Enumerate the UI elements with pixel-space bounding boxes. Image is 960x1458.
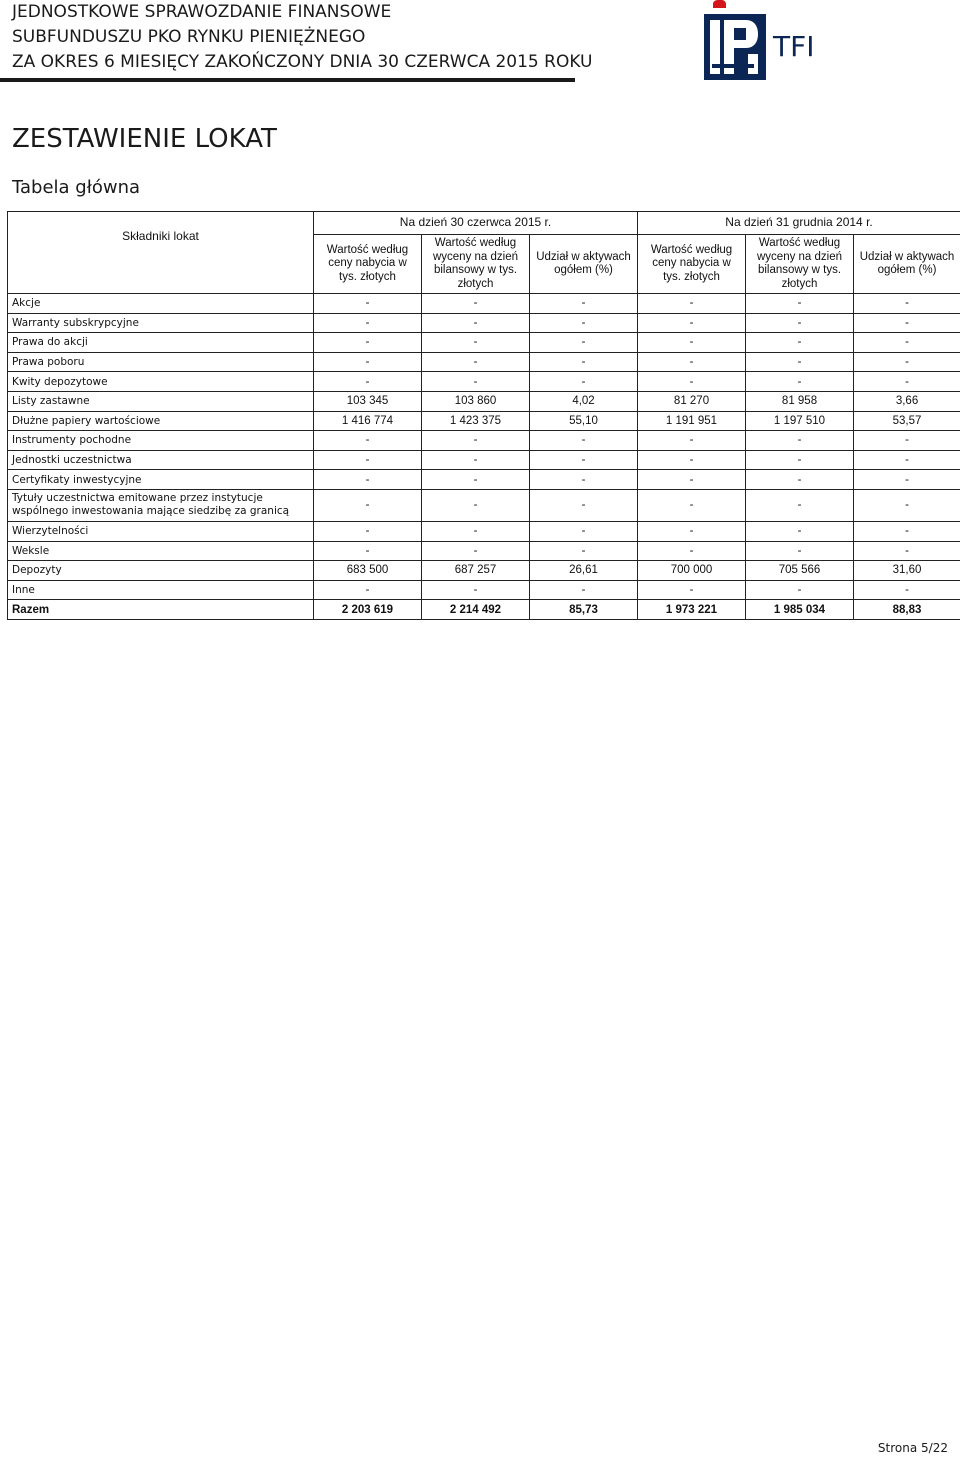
- table-row: [8, 411, 960, 431]
- cell-value: -: [530, 352, 638, 372]
- cell-value: 700 000: [638, 561, 746, 581]
- cell-value: 1 985 034: [746, 600, 854, 620]
- table-row: [8, 580, 960, 600]
- cell-value: 683 500: [314, 561, 422, 581]
- page-number: [878, 1441, 948, 1455]
- row-label: Warranty subskrypcyjne: [8, 313, 314, 333]
- cell-value: -: [530, 333, 638, 353]
- cell-value: -: [314, 352, 422, 372]
- report-header: [12, 0, 592, 75]
- logo-tfi-text: TFI: [773, 30, 815, 63]
- page-value: 5/22: [921, 1441, 948, 1455]
- row-label: Kwity depozytowe: [8, 372, 314, 392]
- cell-value: -: [314, 470, 422, 490]
- cell-value: 1 191 951: [638, 411, 746, 431]
- row-label: Depozyty: [8, 561, 314, 581]
- row-label: Akcje: [8, 294, 314, 314]
- cell-value: 1 423 375: [422, 411, 530, 431]
- row-label: Wierzytelności: [8, 521, 314, 541]
- row-label: Razem: [8, 600, 314, 620]
- cell-value: -: [638, 372, 746, 392]
- cell-value: -: [854, 489, 960, 521]
- row-label: Prawa do akcji: [8, 333, 314, 353]
- cell-value: -: [638, 352, 746, 372]
- cell-value: -: [422, 372, 530, 392]
- cell-value: -: [314, 450, 422, 470]
- cell-value: 26,61: [530, 561, 638, 581]
- cell-value: -: [638, 521, 746, 541]
- header-line-3: ZA OKRES 6 MIESIĘCY ZAKOŃCZONY DNIA 30 CZERWCA 2015 ROKU: [12, 52, 593, 72]
- cell-value: -: [422, 450, 530, 470]
- row-label: Tytuły uczestnictwa emitowane przez instytucje wspólnego inwestowania mające siedzibę za granicą: [8, 489, 314, 521]
- table-row: [8, 431, 960, 451]
- cell-value: 81 270: [638, 391, 746, 411]
- cell-value: -: [854, 372, 960, 392]
- cell-value: -: [422, 521, 530, 541]
- cell-value: -: [638, 431, 746, 451]
- cell-value: -: [422, 470, 530, 490]
- cell-value: -: [854, 580, 960, 600]
- cell-value: -: [746, 450, 854, 470]
- cell-value: -: [746, 541, 854, 561]
- cell-value: -: [314, 489, 422, 521]
- cell-value: -: [422, 580, 530, 600]
- cell-value: 687 257: [422, 561, 530, 581]
- cell-value: -: [638, 294, 746, 314]
- table-row: [8, 489, 960, 521]
- cell-value: -: [854, 294, 960, 314]
- cell-value: -: [314, 313, 422, 333]
- cell-value: -: [530, 580, 638, 600]
- page-label: Strona: [877, 1441, 918, 1455]
- cell-value: -: [638, 470, 746, 490]
- group-header-2014: Na dzień 31 grudnia 2014 r.: [638, 212, 960, 235]
- cell-value: -: [854, 521, 960, 541]
- cell-value: -: [746, 521, 854, 541]
- cell-value: 2 214 492: [422, 600, 530, 620]
- header-line-1: JEDNOSTKOWE SPRAWOZDANIE FINANSOWE: [12, 2, 392, 22]
- cell-value: -: [746, 580, 854, 600]
- total-row: [8, 600, 960, 620]
- cell-value: -: [422, 294, 530, 314]
- row-label: Instrumenty pochodne: [8, 431, 314, 451]
- cell-value: -: [530, 521, 638, 541]
- section-title: ZESTAWIENIE LOKAT: [12, 124, 277, 154]
- cell-value: -: [638, 450, 746, 470]
- table-row: [8, 541, 960, 561]
- cell-value: 2 203 619: [314, 600, 422, 620]
- cell-value: 103 345: [314, 391, 422, 411]
- cell-value: -: [746, 372, 854, 392]
- table-row: [8, 521, 960, 541]
- cell-value: -: [854, 431, 960, 451]
- cell-value: -: [422, 313, 530, 333]
- cell-value: 4,02: [530, 391, 638, 411]
- cell-value: -: [314, 521, 422, 541]
- row-label: Certyfikaty inwestycyjne: [8, 470, 314, 490]
- corner-header: Składniki lokat: [8, 212, 314, 294]
- cell-value: 85,73: [530, 600, 638, 620]
- table-row: [8, 391, 960, 411]
- cell-value: -: [314, 294, 422, 314]
- cell-value: -: [854, 333, 960, 353]
- cell-value: -: [638, 580, 746, 600]
- row-label: Inne: [8, 580, 314, 600]
- cell-value: -: [530, 541, 638, 561]
- cell-value: -: [854, 352, 960, 372]
- cell-value: -: [314, 333, 422, 353]
- row-label: Listy zastawne: [8, 391, 314, 411]
- cell-value: -: [422, 541, 530, 561]
- table-row: [8, 294, 960, 314]
- table-row: [8, 313, 960, 333]
- cell-value: -: [746, 294, 854, 314]
- cell-value: -: [530, 294, 638, 314]
- cell-value: -: [746, 431, 854, 451]
- cell-value: -: [422, 333, 530, 353]
- cell-value: 1 973 221: [638, 600, 746, 620]
- column-header: Wartość według ceny nabycia w tys. złotych: [314, 235, 422, 294]
- table-row: [8, 450, 960, 470]
- cell-value: -: [530, 372, 638, 392]
- header-line-2: SUBFUNDUSZU PKO RYNKU PIENIĘŻNEGO: [12, 27, 366, 47]
- cell-value: -: [746, 333, 854, 353]
- header-divider: [0, 78, 575, 82]
- cell-value: -: [314, 431, 422, 451]
- cell-value: -: [530, 431, 638, 451]
- cell-value: 55,10: [530, 411, 638, 431]
- cell-value: 3,66: [854, 391, 960, 411]
- cell-value: 31,60: [854, 561, 960, 581]
- column-header: Udział w aktywach ogółem (%): [854, 235, 960, 294]
- cell-value: -: [854, 450, 960, 470]
- cell-value: -: [746, 489, 854, 521]
- cell-value: 53,57: [854, 411, 960, 431]
- row-label: Weksle: [8, 541, 314, 561]
- table-row: [8, 372, 960, 392]
- cell-value: -: [314, 580, 422, 600]
- cell-value: -: [530, 450, 638, 470]
- lokaty-table: [7, 211, 960, 620]
- cell-value: -: [314, 372, 422, 392]
- row-label: Jednostki uczestnictwa: [8, 450, 314, 470]
- table-row: [8, 470, 960, 490]
- cell-value: -: [638, 313, 746, 333]
- cell-value: 103 860: [422, 391, 530, 411]
- cell-value: -: [530, 489, 638, 521]
- group-header-2015: Na dzień 30 czerwca 2015 r.: [314, 212, 638, 235]
- cell-value: -: [314, 541, 422, 561]
- column-header: Wartość według wyceny na dzień bilansowy w tys. złotych: [746, 235, 854, 294]
- cell-value: -: [422, 489, 530, 521]
- cell-value: 1 197 510: [746, 411, 854, 431]
- table-row: [8, 333, 960, 353]
- cell-value: -: [530, 470, 638, 490]
- table-row: [8, 352, 960, 372]
- cell-value: 1 416 774: [314, 411, 422, 431]
- cell-value: -: [854, 470, 960, 490]
- cell-value: 705 566: [746, 561, 854, 581]
- column-header: Wartość według ceny nabycia w tys. złotych: [638, 235, 746, 294]
- column-header: Wartość według wyceny na dzień bilansowy w tys. złotych: [422, 235, 530, 294]
- cell-value: -: [530, 313, 638, 333]
- row-label: Dłużne papiery wartościowe: [8, 411, 314, 431]
- header-group-row: [8, 212, 960, 235]
- cell-value: 81 958: [746, 391, 854, 411]
- cell-value: -: [746, 470, 854, 490]
- row-label: Prawa poboru: [8, 352, 314, 372]
- cell-value: -: [854, 313, 960, 333]
- cell-value: -: [422, 431, 530, 451]
- cell-value: -: [422, 352, 530, 372]
- cell-value: -: [746, 352, 854, 372]
- cell-value: -: [854, 541, 960, 561]
- cell-value: -: [746, 313, 854, 333]
- cell-value: -: [638, 541, 746, 561]
- column-header: Udział w aktywach ogółem (%): [530, 235, 638, 294]
- cell-value: 88,83: [854, 600, 960, 620]
- table-row: [8, 561, 960, 581]
- cell-value: -: [638, 333, 746, 353]
- cell-value: -: [638, 489, 746, 521]
- table-subtitle: Tabela główna: [12, 177, 141, 198]
